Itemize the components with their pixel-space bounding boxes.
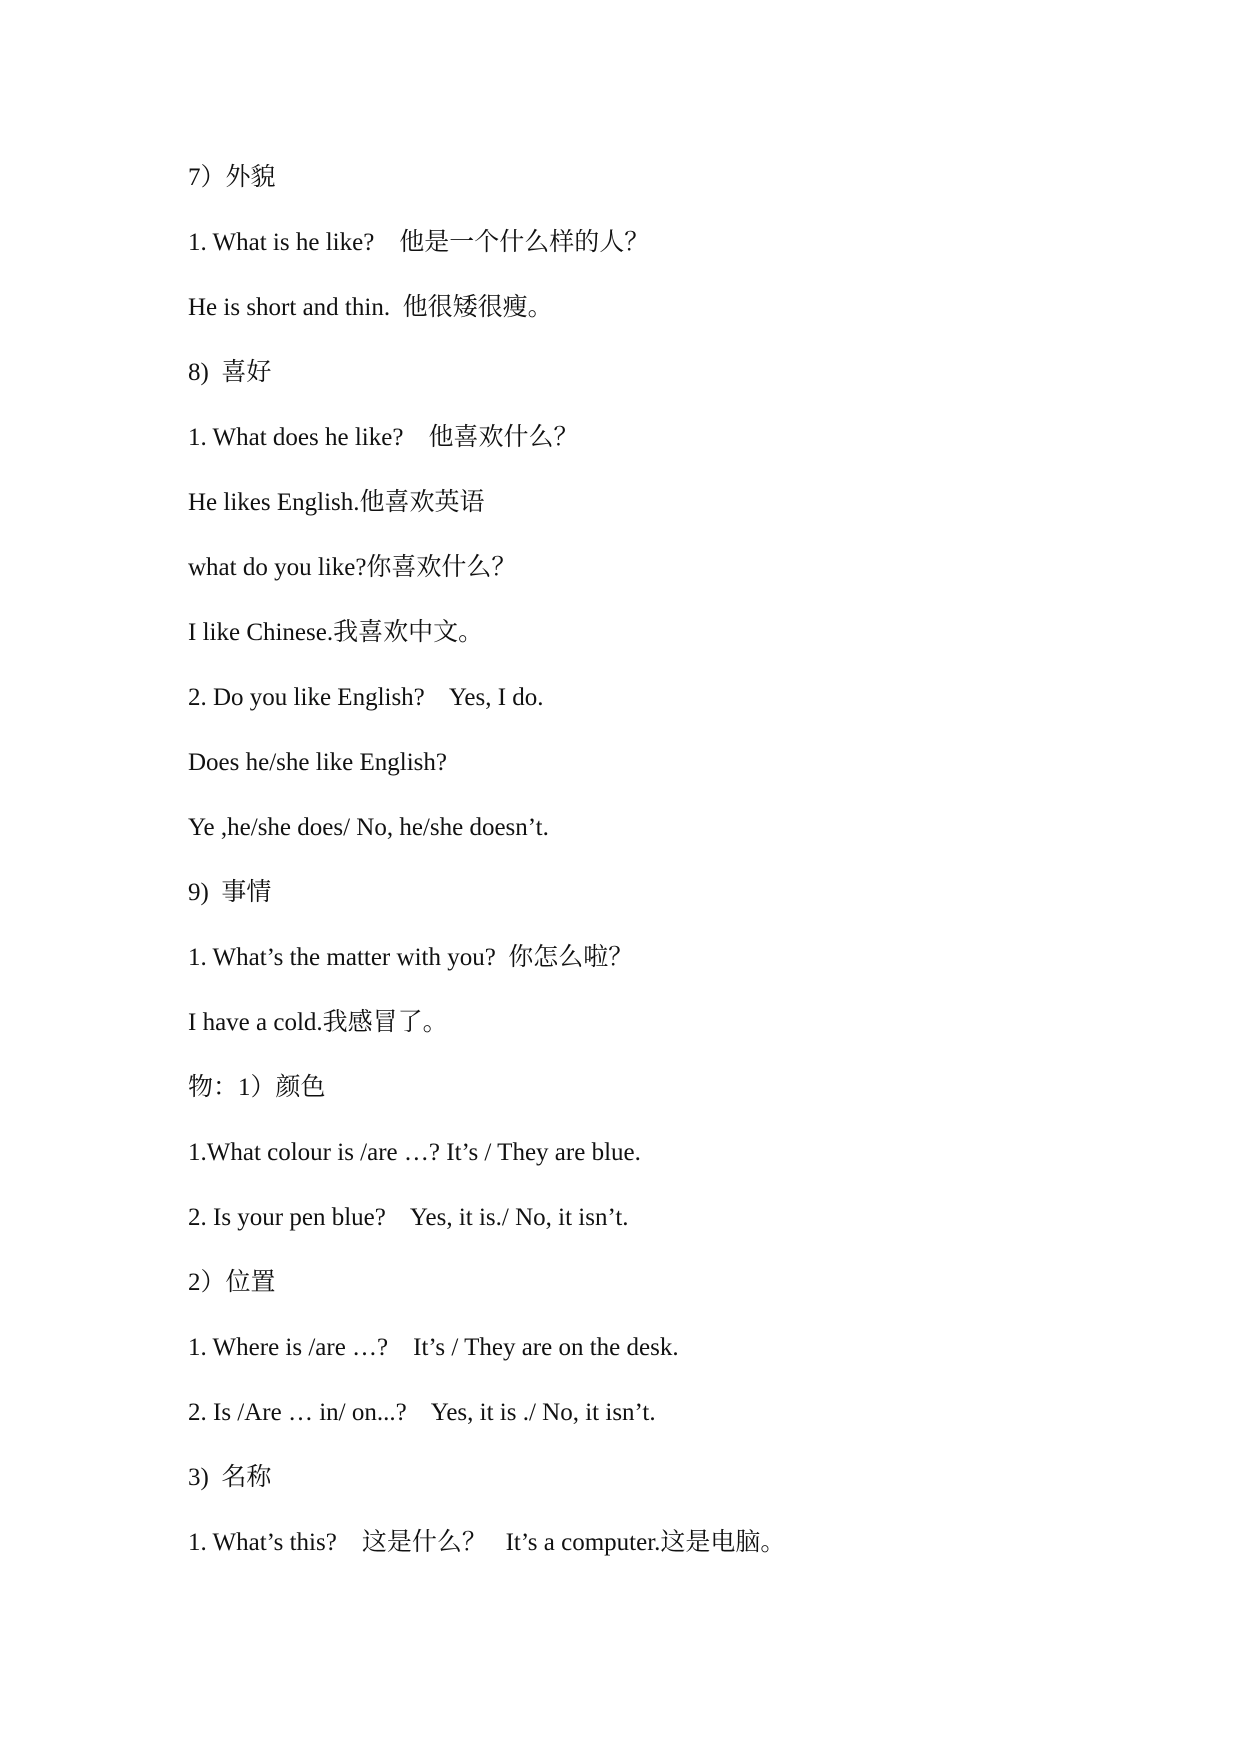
text-line: 1. What’s this? 这是什么？ It’s a computer.这是电脑。 — [188, 1529, 786, 1556]
text-line: I like Chinese.我喜欢中文。 — [188, 619, 484, 646]
text-line: 2. Is your pen blue? Yes, it is./ No, it isn’t. — [188, 1204, 629, 1231]
heading-hobbies: 8) 喜好 — [188, 359, 272, 386]
text-line: what do you like?你喜欢什么？ — [188, 554, 517, 581]
text-line: 1. Where is /are …? It’s / They are on the desk. — [188, 1334, 679, 1361]
heading-position: 2）位置 — [188, 1269, 276, 1296]
text-line: He likes English.他喜欢英语 — [188, 489, 485, 516]
text-line: Ye ,he/she does/ No, he/she doesn’t. — [188, 814, 549, 841]
text-line: He is short and thin. 他很矮很瘦。 — [188, 294, 553, 321]
heading-appearance: 7）外貌 — [188, 164, 276, 191]
text-line: I have a cold.我感冒了。 — [188, 1009, 448, 1036]
text-line: 1. What’s the matter with you? 你怎么啦？ — [188, 944, 634, 971]
text-line: 1. What is he like? 他是一个什么样的人？ — [188, 229, 650, 256]
document-body — [188, 158, 1148, 1588]
text-line: 2. Is /Are … in/ on...? Yes, it is ./ No, it isn’t. — [188, 1399, 656, 1426]
text-line: Does he/she like English? — [188, 749, 447, 776]
text-line: 1. What does he like? 他喜欢什么？ — [188, 424, 579, 451]
text-line: 1.What colour is /are …? It’s / They are blue. — [188, 1139, 641, 1166]
heading-matters: 9) 事情 — [188, 879, 272, 906]
heading-colour: 物：1）颜色 — [188, 1074, 326, 1101]
heading-names: 3) 名称 — [188, 1464, 272, 1491]
text-line: 2. Do you like English? Yes, I do. — [188, 684, 544, 711]
